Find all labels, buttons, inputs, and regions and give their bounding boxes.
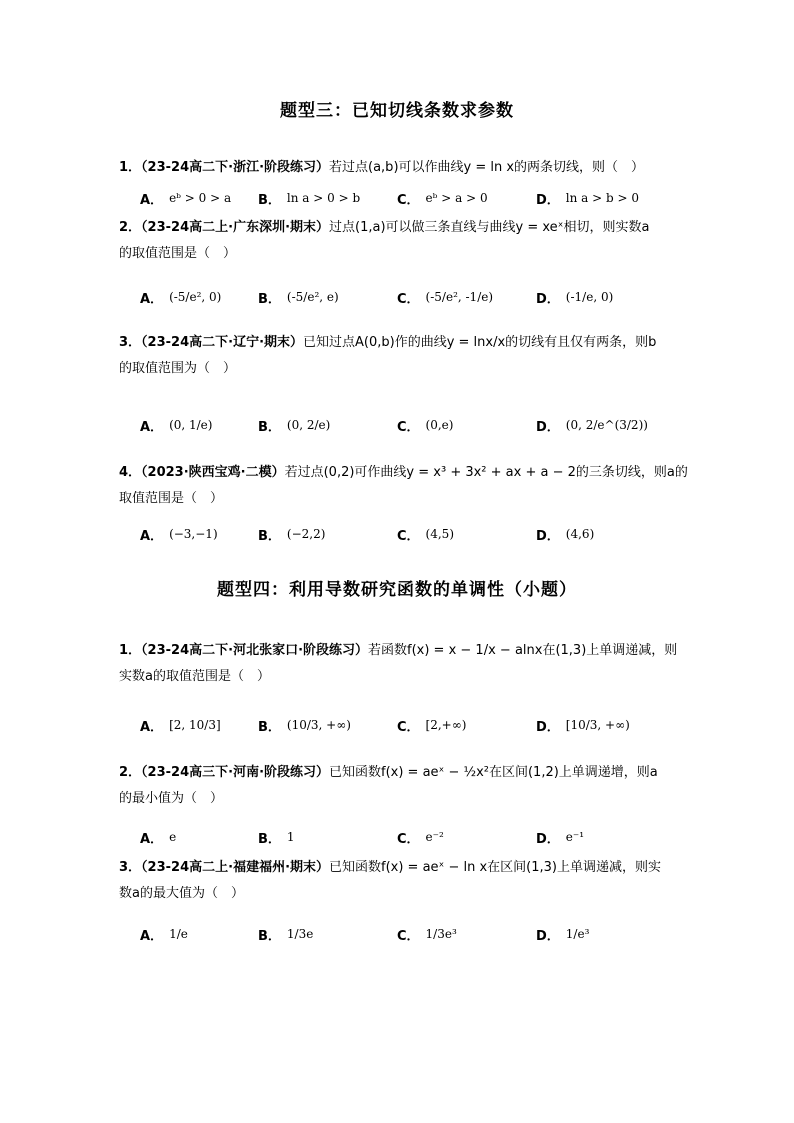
question-source: （2023·陕西宝鸡·二模） bbox=[141, 465, 285, 480]
option-d[interactable]: D． (4,6) bbox=[536, 527, 595, 544]
question-source: （23-24高二上·福建福州·期末） bbox=[141, 860, 330, 875]
options-3-2 bbox=[140, 275, 680, 319]
option-b[interactable]: B． (10/3, +∞) bbox=[258, 718, 351, 735]
options-3-3 bbox=[140, 403, 680, 447]
option-a[interactable]: A． (0, 1/e) bbox=[140, 418, 213, 435]
options-4-2 bbox=[140, 815, 680, 859]
option-b[interactable]: B． (0, 2/e) bbox=[258, 418, 331, 435]
option-d[interactable]: D． (0, 2/e^(3/2)) bbox=[536, 418, 648, 435]
question-number: 1． bbox=[119, 160, 142, 175]
option-a[interactable]: A． 1/e bbox=[140, 927, 188, 944]
option-a[interactable]: A． eᵇ > 0 > a bbox=[140, 191, 232, 208]
question-source: （23-24高二上·广东深圳·期末） bbox=[141, 220, 330, 235]
option-d[interactable]: D． ln a > b > 0 bbox=[536, 191, 640, 208]
option-b[interactable]: B． 1 bbox=[258, 830, 295, 847]
question-4-1: 1．（23-24高二下·河北张家口·阶段练习）若函数f(x) = x − 1/x − alnx在(1,3)上单调递减，则 实数a的取值范围是（ ） bbox=[119, 643, 678, 684]
option-a[interactable]: A． [2, 10/3] bbox=[140, 718, 221, 735]
option-d[interactable]: D． 1/e³ bbox=[536, 927, 590, 944]
question-stem: 已知函数f(x) = aeˣ − ½x²在区间(1,2)上单调递增，则a bbox=[329, 765, 658, 780]
option-c[interactable]: C． eᵇ > a > 0 bbox=[397, 191, 488, 208]
option-c[interactable]: C． (0,e) bbox=[397, 418, 454, 435]
question-stem-cont: 数a的最大值为（ ） bbox=[119, 886, 244, 901]
option-c[interactable]: C． 1/3e³ bbox=[397, 927, 457, 944]
question-4-3: 3．（23-24高二上·福建福州·期末）已知函数f(x) = aeˣ − ln x在区间(1,3)上单调递减，则实 数a的最大值为（ ） bbox=[119, 860, 661, 901]
question-stem-cont: 实数a的取值范围是（ ） bbox=[119, 669, 270, 684]
option-d[interactable]: D． (-1/e, 0) bbox=[536, 290, 614, 307]
question-source: （23-24高二下·浙江·阶段练习） bbox=[141, 160, 330, 175]
question-stem: 若过点(a,b)可以作曲线y = ln x的两条切线，则（ ） bbox=[329, 160, 645, 175]
question-3-3: 3．（23-24高二下·辽宁·期末）已知过点A(0,b)作的曲线y = lnx/x的切线有且仅有两条，则b 的取值范围为（ ） bbox=[119, 335, 657, 376]
option-b[interactable]: B． 1/3e bbox=[258, 927, 314, 944]
options-3-4 bbox=[140, 512, 680, 556]
question-stem-cont: 的取值范围是（ ） bbox=[119, 246, 237, 261]
question-3-4: 4．（2023·陕西宝鸡·二模）若过点(0,2)可作曲线y = x³ + 3x² + ax + a − 2的三条切线，则a的 取值范围是（ ） bbox=[119, 465, 688, 506]
question-3-2: 2．（23-24高二上·广东深圳·期末）过点(1,a)可以做三条直线与曲线y = xeˣ相切，则实数a 的取值范围是（ ） bbox=[119, 220, 650, 261]
question-source: （23-24高二下·辽宁·期末） bbox=[141, 335, 304, 350]
question-stem: 已知函数f(x) = aeˣ − ln x在区间(1,3)上单调递减，则实 bbox=[329, 860, 661, 875]
option-b[interactable]: B． (-5/e², e) bbox=[258, 290, 339, 307]
options-4-1 bbox=[140, 703, 680, 747]
question-stem: 若函数f(x) = x − 1/x − alnx在(1,3)上单调递减，则 bbox=[368, 643, 678, 658]
question-stem-cont: 的取值范围为（ ） bbox=[119, 361, 237, 376]
option-a[interactable]: A． e bbox=[140, 830, 177, 847]
option-a[interactable]: A． (-5/e², 0) bbox=[140, 290, 222, 307]
option-c[interactable]: C． [2,+∞) bbox=[397, 718, 467, 735]
question-stem: 过点(1,a)可以做三条直线与曲线y = xeˣ相切，则实数a bbox=[329, 220, 650, 235]
question-stem: 已知过点A(0,b)作的曲线y = lnx/x的切线有且仅有两条，则b bbox=[303, 335, 657, 350]
option-c[interactable]: C． e⁻² bbox=[397, 830, 444, 847]
question-source: （23-24高二下·河北张家口·阶段练习） bbox=[141, 643, 369, 658]
option-d[interactable]: D． e⁻¹ bbox=[536, 830, 585, 847]
options-4-3 bbox=[140, 912, 680, 956]
option-b[interactable]: B． (−2,2) bbox=[258, 527, 326, 544]
question-stem-cont: 取值范围是（ ） bbox=[119, 491, 224, 506]
options-3-1 bbox=[140, 176, 680, 220]
question-4-2: 2．（23-24高三下·河南·阶段练习）已知函数f(x) = aeˣ − ½x²在区间(1,2)上单调递增，则a 的最小值为（ ） bbox=[119, 765, 658, 806]
question-stem: 若过点(0,2)可作曲线y = x³ + 3x² + ax + a − 2的三条切线，则a的 bbox=[284, 465, 688, 480]
option-a[interactable]: A． (−3,−1) bbox=[140, 527, 218, 544]
section-title-3: 题型三：已知切线条数求参数 bbox=[280, 101, 514, 121]
question-source: （23-24高三下·河南·阶段练习） bbox=[141, 765, 330, 780]
question-stem-cont: 的最小值为（ ） bbox=[119, 791, 224, 806]
option-b[interactable]: B． ln a > 0 > b bbox=[258, 191, 361, 208]
section-title-4: 题型四：利用导数研究函数的单调性（小题） bbox=[217, 580, 577, 600]
option-c[interactable]: C． (4,5) bbox=[397, 527, 454, 544]
option-d[interactable]: D． [10/3, +∞) bbox=[536, 718, 630, 735]
option-c[interactable]: C． (-5/e², -1/e) bbox=[397, 290, 494, 307]
